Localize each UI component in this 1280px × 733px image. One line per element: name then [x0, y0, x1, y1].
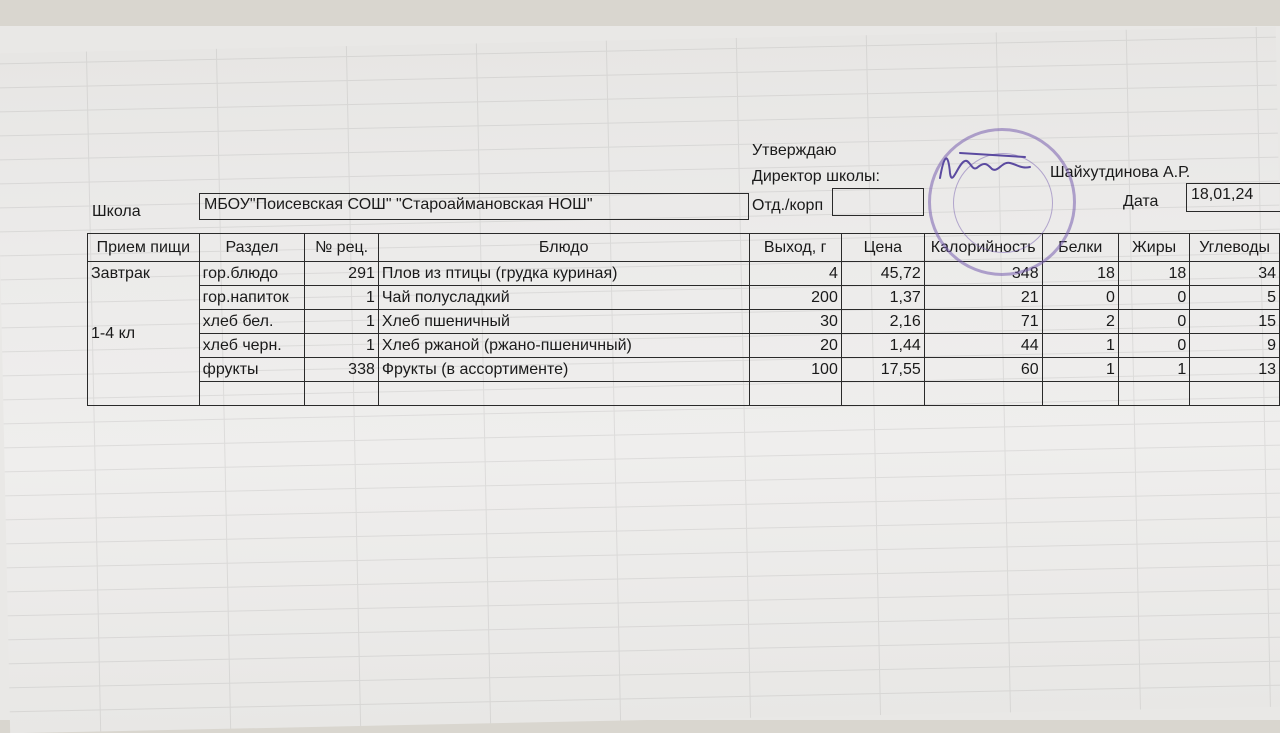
- date-field: 18,01,24: [1186, 183, 1280, 212]
- table-row: [88, 358, 1280, 382]
- cell-yield: 20: [749, 334, 841, 358]
- cell-section: хлеб черн.: [199, 334, 305, 358]
- cell-price: 45,72: [841, 262, 924, 286]
- director-signature: [930, 143, 1040, 198]
- cell-price: 17,55: [841, 358, 924, 382]
- cell-fats: 18: [1118, 262, 1189, 286]
- cell-calories: 44: [924, 334, 1042, 358]
- col-header-yield: Выход, г: [749, 234, 841, 262]
- cell-fats: 1: [1118, 358, 1189, 382]
- cell-yield: 30: [749, 310, 841, 334]
- cell-dish: Хлеб пшеничный: [378, 310, 749, 334]
- cell-yield: 4: [749, 262, 841, 286]
- cell-carbs: 15: [1190, 310, 1280, 334]
- cell-fats: 0: [1118, 334, 1189, 358]
- col-header-proteins: Белки: [1042, 234, 1118, 262]
- cell-recipe: 338: [305, 358, 379, 382]
- dept-label: Отд./корп: [752, 197, 824, 214]
- cell-proteins: 1: [1042, 358, 1118, 382]
- cell-carbs: 5: [1190, 286, 1280, 310]
- cell-carbs: 13: [1190, 358, 1280, 382]
- cell-section: гор.блюдо: [199, 262, 305, 286]
- cell-dish: Хлеб ржаной (ржано-пшеничный): [378, 334, 749, 358]
- date-label: Дата: [1123, 193, 1159, 210]
- menu-table: [87, 233, 1280, 406]
- cell-yield: 100: [749, 358, 841, 382]
- cell-carbs: 9: [1190, 334, 1280, 358]
- meal-group: 1-4 кл: [91, 325, 136, 342]
- table-row: [88, 286, 1280, 310]
- cell-calories: 60: [924, 358, 1042, 382]
- cell-price: 1,37: [841, 286, 924, 310]
- col-header-section: Раздел: [199, 234, 305, 262]
- cell-proteins: 2: [1042, 310, 1118, 334]
- cell-yield: 200: [749, 286, 841, 310]
- cell-section: гор.напиток: [199, 286, 305, 310]
- col-header-dish: Блюдо: [378, 234, 749, 262]
- cell-carbs: 34: [1190, 262, 1280, 286]
- cell-dish: Фрукты (в ассортименте): [378, 358, 749, 382]
- cell-recipe: 1: [305, 334, 379, 358]
- table-row: [88, 262, 1280, 286]
- cell-dish: Плов из птицы (грудка куриная): [378, 262, 749, 286]
- cell-price: 1,44: [841, 334, 924, 358]
- cell-proteins: 1: [1042, 334, 1118, 358]
- cell-proteins: 0: [1042, 286, 1118, 310]
- cell-calories: 348: [924, 262, 1042, 286]
- meal-cell: [88, 262, 200, 406]
- col-header-price: Цена: [841, 234, 924, 262]
- cell-section: хлеб бел.: [199, 310, 305, 334]
- table-row: [88, 310, 1280, 334]
- cell-calories: 71: [924, 310, 1042, 334]
- school-field: МБОУ"Поисевская СОШ" "Староаймановская НОШ": [199, 193, 749, 220]
- col-header-fats: Жиры: [1118, 234, 1189, 262]
- table-row: [88, 334, 1280, 358]
- cell-calories: 21: [924, 286, 1042, 310]
- cell-price: 2,16: [841, 310, 924, 334]
- cell-dish: Чай полусладкий: [378, 286, 749, 310]
- cell-fats: 0: [1118, 286, 1189, 310]
- table-header-row: [88, 234, 1280, 262]
- director-name: Шайхутдинова А.Р.: [1050, 164, 1191, 181]
- cell-recipe: 1: [305, 286, 379, 310]
- dept-field: [832, 188, 924, 216]
- cell-section: фрукты: [199, 358, 305, 382]
- cell-fats: 0: [1118, 310, 1189, 334]
- approve-label: Утверждаю: [752, 142, 837, 159]
- col-header-meal: Прием пищи: [88, 234, 200, 262]
- cell-recipe: 291: [305, 262, 379, 286]
- cell-proteins: 18: [1042, 262, 1118, 286]
- col-header-carbs: Углеводы: [1190, 234, 1280, 262]
- table-row-empty: [88, 382, 1280, 406]
- cell-recipe: 1: [305, 310, 379, 334]
- meal-name: Завтрак: [91, 265, 150, 282]
- school-label: Школа: [92, 203, 141, 220]
- col-header-calories: Калорийность: [924, 234, 1042, 262]
- director-label: Директор школы:: [752, 168, 880, 185]
- col-header-recipe: № рец.: [305, 234, 379, 262]
